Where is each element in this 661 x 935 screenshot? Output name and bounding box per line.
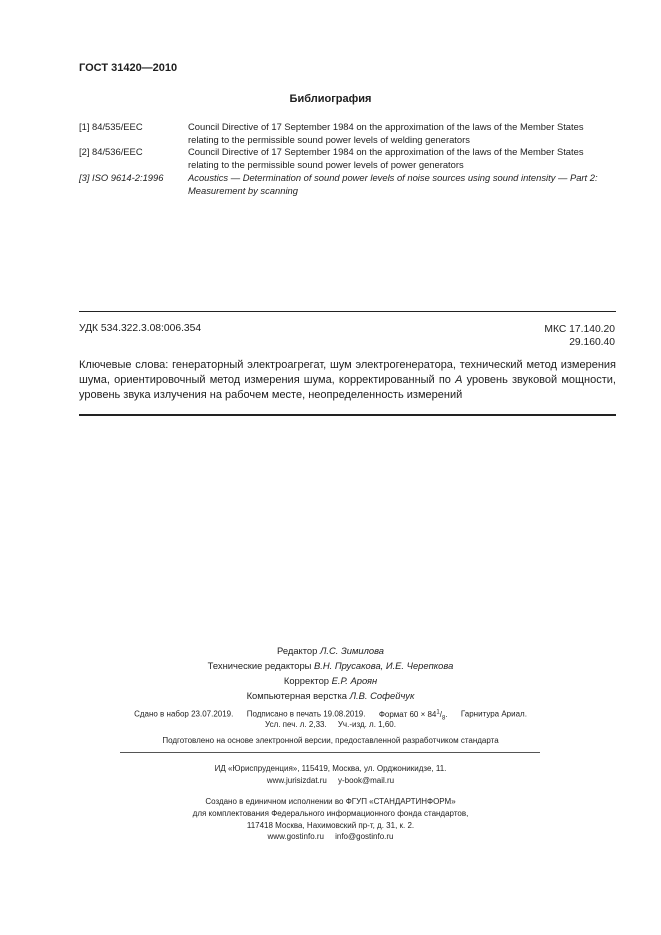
editorial-credits [0,643,661,703]
mks-codes [544,323,615,349]
credit-line [0,688,661,703]
bibliography-entry-text: Acoustics — Determination of sound power levels of noise sources using sound intensity — Part 2: Measurement by scanning [188,172,598,196]
bibliography-entry [79,146,616,171]
bibliography-entry-text: Council Directive of 17 September 1984 on the approximation of the laws of the Member States relating to the permissible sound power levels of power generators [188,146,584,170]
bibliography-entry-number: [2] 84/536/ЕЕС [79,146,143,157]
publisher-divider [120,752,540,753]
printer-line: для комплектования Федерального информационного фонда стандартов, [192,809,469,818]
signed-date: Подписано в печать 19.08.2019. [246,709,366,719]
credit-line [0,643,661,658]
credit-name: В.Н. Прусакова, И.Е. Черепкова [314,660,454,671]
credit-line [0,673,661,688]
credit-name: Л.С. Зимилова [319,645,384,656]
credit-role: Редактор [277,645,320,656]
bibliography-entry [79,172,616,197]
bibliography-entry-text: Council Directive of 17 September 1984 on the approximation of the laws of the Member States relating to the permissible sound power levels of welding generators [188,121,584,145]
bibliography-entry-number: [3] ISO 9614-2:1996 [79,172,164,183]
credit-role: Компьютерная верстка [246,690,350,701]
paper-format: Формат $60 \times 84^1/_8$. [378,709,448,722]
printer-line: 117418 Москва, Нахимовский пр-т, д. 31, к. 2. [246,821,415,830]
credit-role: Технические редакторы [207,660,314,671]
udk-code: УДК 534.322.3.08:006.354 [79,323,202,334]
credit-role: Корректор [283,675,332,686]
keywords-text: Ключевые слова: генераторный электроагрегат, шум электрогенератора, технический метод измерения шума, ориентировочный метод измерения шума, корректированный по [79,359,616,386]
divider-top [79,311,616,312]
publisher-sheets: Уч.-изд. л. 1,60. [337,720,396,729]
printer-contacts: www.gostinfo.ru info@gostinfo.ru [267,832,394,841]
bibliography-entry-number: [1] 84/535/ЕЕС [79,121,143,132]
keywords-paragraph [79,358,616,403]
mks-code-line: МКС 17.140.20 [544,324,615,335]
publisher-contacts: www.jurisizdat.ru y-book@mail.ru [266,776,395,785]
credit-line [0,658,661,673]
mks-code-line: 29.160.40 [569,337,615,348]
bibliography-title: Библиография [289,93,372,105]
print-volume-line [0,719,661,731]
typeface: Гарнитура Ариал. [460,709,527,719]
document-code: ГОСТ 31420—2010 [79,62,178,74]
publisher-address: ИД «Юриспруденция», 115419, Москва, ул. Орджоникидзе, 11. [214,764,447,773]
print-sheets: Усл. печ. л. 2,33. [265,720,327,729]
divider-bottom [79,414,616,416]
credit-name: Л.В. Софейчук [349,690,415,701]
printer-line: Создано в единичном исполнении во ФГУП «СТАНДАРТИНФОРМ» [205,797,456,806]
keywords-text-end: уровень звуковой мощности, уровень звука излучения на рабочем месте, неопределенность измерений [79,374,616,401]
credit-name: Е.Р. Ароян [331,675,378,686]
keywords-italic-letter: А [455,374,463,386]
bibliography-entry [79,121,616,146]
prepared-note: Подготовлено на основе электронной версии, предоставленной разработчиком стандарта [162,736,499,745]
typeset-date: Сдано в набор 23.07.2019. [134,709,234,719]
